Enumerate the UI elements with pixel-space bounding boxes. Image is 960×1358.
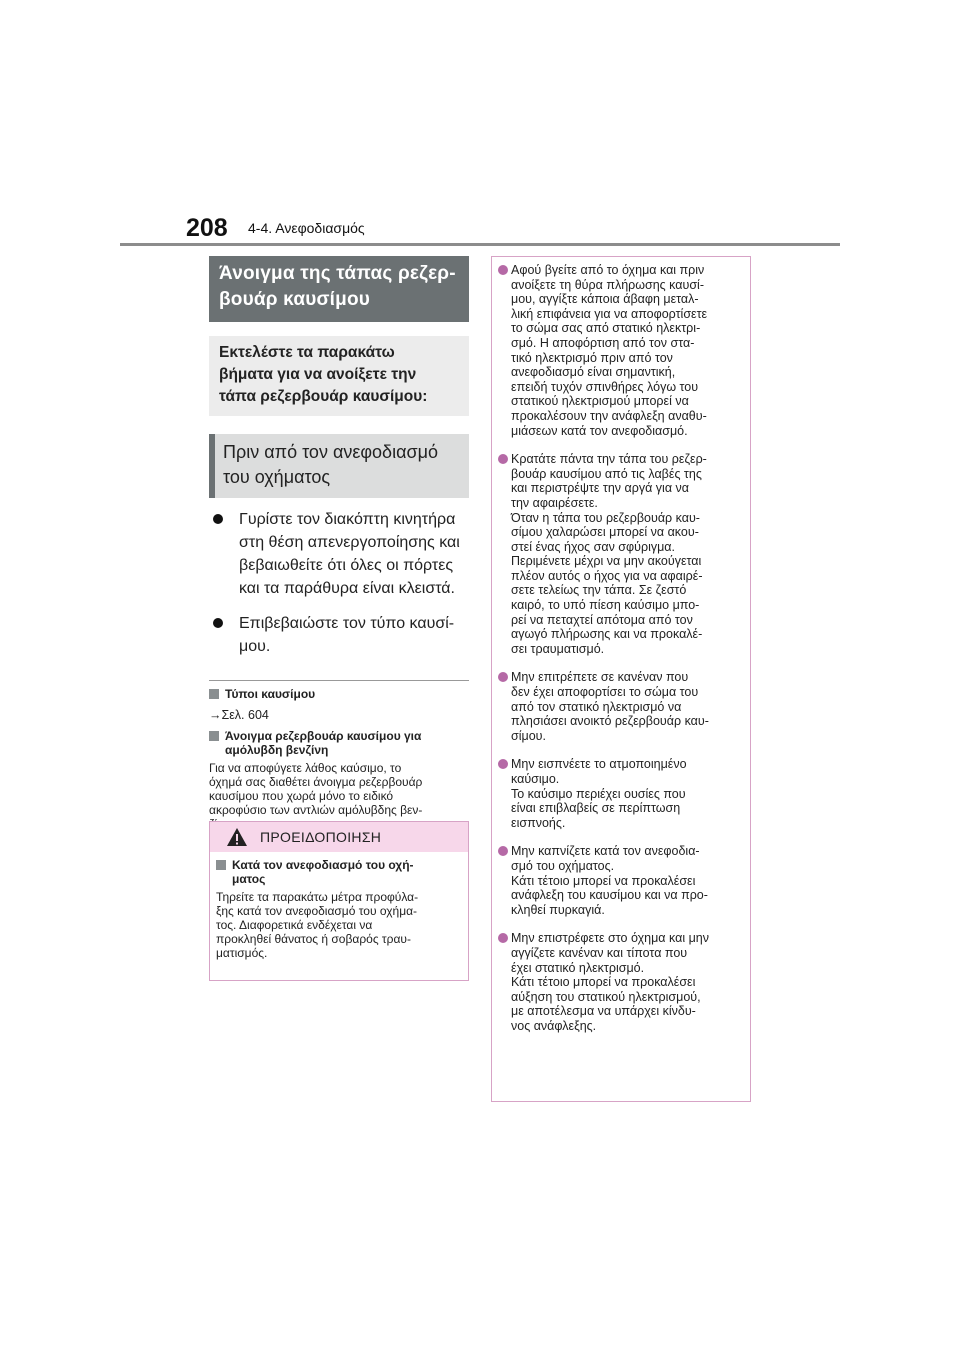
bullet-icon (498, 846, 508, 856)
warning-item-line: μιάσεων κατά τον ανεφοδιασμό. (511, 423, 688, 438)
info-text-line: Για να αποφύγετε λάθος καύσιμο, το (209, 761, 402, 775)
section-title: 4-4. Ανεφοδιασμός (248, 220, 365, 236)
info-text-line: καυσίμου που χωρά μόνο το ειδικό (209, 789, 394, 803)
warning-item-line: ανεφοδιασμό είναι σημαντική, (511, 365, 676, 380)
step-line: στη θέση απενεργοποίησης και (239, 534, 460, 551)
warning-item-line: Κάτι τέτοιο μπορεί να προκαλέσει (511, 975, 696, 990)
warning-item-line: σίμου χαλαρώσει μπορεί να ακου- (511, 525, 699, 540)
warning-item (498, 263, 744, 438)
warning-item-line: από τον στατικό ηλεκτρισμό να (511, 699, 682, 714)
intro-line: τάπα ρεζερβουάρ καυσίμου: (219, 388, 428, 405)
warning-item (498, 844, 744, 917)
step-item (209, 508, 469, 600)
warning-item (498, 670, 744, 743)
warning-item-line: σετε τελείως την τάπα. Σε ζεστό (511, 583, 687, 598)
warning-item-line: αγγίζετε κανέναν και τίποτα που (511, 945, 688, 960)
warning-item-line: Μην εισπνέετε το ατμοποιημένο (511, 757, 687, 772)
info-text-line: όχημά σας διαθέτει άνοιγμα ρεζερβουάρ (209, 775, 423, 789)
warning-text-line: ματισμός. (216, 946, 268, 960)
warning-item-line: σει τραυματισμό. (511, 641, 605, 656)
warning-heading-line: ματος (232, 872, 266, 886)
warning-item-line: Μην επιστρέφετε στο όχημα και μην (511, 931, 709, 946)
warning-item-line: κληθεί πυρκαγιά. (511, 902, 605, 917)
warning-triangle-icon (226, 827, 248, 847)
bullet-icon (498, 265, 508, 275)
intro-text (209, 336, 469, 416)
info-block-fuel-types (209, 687, 469, 723)
warning-item (498, 757, 744, 830)
warning-item-line: ρεί να πεταχτεί απότομα από τον (511, 612, 693, 627)
warning-item-line: Μην καπνίζετε κατά τον ανεφοδια- (511, 844, 700, 859)
page-reference-link[interactable]: →Σελ. 604 (209, 708, 269, 722)
warning-item-line: αύξηση του στατικού ηλεκτρισμού, (511, 989, 701, 1004)
bullet-icon (498, 933, 508, 943)
step-item (209, 612, 469, 658)
warning-heading (216, 858, 462, 886)
warning-item-line: με αποτέλεσμα να υπάρχει κίνδυ- (511, 1004, 696, 1019)
bullet-icon (498, 759, 508, 769)
info-heading-line: Τύποι καυσίμου (225, 687, 316, 701)
info-block-unleaded (209, 729, 469, 831)
warning-item-line: και περιστρέψτε την αργά για να (511, 481, 689, 496)
warning-item-line: έχει στατικό ηλεκτρισμό. (511, 960, 645, 975)
warning-body (210, 852, 468, 960)
warning-list (492, 257, 750, 1034)
square-bullet-icon (209, 731, 219, 741)
page-number: 208 (186, 214, 228, 242)
info-text-line: ακροφύσιο των αντλιών αμόλυβδης βεν- (209, 803, 423, 817)
warning-item-line: ανοίξετε τη θύρα πλήρωσης καυσί- (511, 277, 704, 292)
warning-item-line: αγωγό πλήρωσης και να προκαλέ- (511, 627, 703, 642)
divider (209, 680, 469, 681)
warning-item-line: τικό ηλεκτρισμό πριν από τον (511, 350, 673, 365)
bullet-icon (213, 514, 223, 524)
info-heading (209, 687, 469, 701)
subheading-line: Πριν από τον ανεφοδιασμό (223, 442, 438, 462)
warning-text (216, 890, 462, 960)
warning-header (210, 822, 468, 852)
bullet-icon (498, 672, 508, 682)
warning-item-line: καιρό, το υπό πίεση καύσιμο μπο- (511, 598, 700, 613)
warning-item-line: την αφαιρέσετε. (511, 495, 598, 510)
intro-line: Εκτελέστε τα παρακάτω (219, 344, 395, 361)
warning-item-line: εισπνοής. (511, 815, 566, 830)
warning-item-line: Όταν η τάπα του ρεζερβουάρ καυ- (511, 510, 700, 525)
warning-item-line: Αφού βγείτε από το όχημα και πριν (511, 263, 705, 277)
step-line: Γυρίστε τον διακόπτη κινητήρα (239, 511, 456, 528)
warning-item-line: μου, αγγίξτε κάποια άβαφη μεταλ- (511, 292, 699, 307)
step-line: βεβαιωθείτε ότι όλες οι πόρτες (239, 557, 454, 574)
warning-item-line: σίμου. (511, 728, 546, 743)
warning-item-line: πλησιάσει ανοικτό ρεζερβουάρ καυ- (511, 714, 709, 729)
warning-text-line: προκληθεί θάνατος ή σοβαρός τραυ- (216, 932, 411, 946)
warning-item-line: σμό. Η αποφόρτιση από τον στα- (511, 335, 695, 350)
step-line: μου. (239, 638, 271, 655)
square-bullet-icon (216, 860, 226, 870)
warning-item (498, 931, 744, 1033)
topic-title-line: Άνοιγμα της τάπας ρεζερ- (219, 263, 456, 284)
topic-title (209, 256, 469, 322)
warning-heading-line: Κατά τον ανεφοδιασμό του οχή- (232, 858, 414, 872)
square-bullet-icon (209, 689, 219, 699)
warning-title: ΠΡΟΕΙΔΟΠΟΙΗΣΗ (260, 829, 382, 845)
topic-title-line: βουάρ καυσίμου (219, 289, 371, 310)
warning-item-line: σμό του οχήματος. (511, 858, 615, 873)
bullet-icon (213, 618, 223, 628)
warning-item-line: Μην επιτρέπετε σε κανέναν που (511, 670, 689, 685)
step-line: Επιβεβαιώστε τον τύπο καυσί- (239, 615, 455, 632)
steps-list (209, 508, 469, 658)
warning-box (209, 821, 469, 981)
warning-item-line: Κάτι τέτοιο μπορεί να προκαλέσει (511, 873, 696, 888)
left-column (209, 256, 469, 831)
warning-text-line: ξης κατά τον ανεφοδιασμό του οχήμα- (216, 904, 418, 918)
warning-item-line: στεί ένας ήχος σαν σφύριγμα. (511, 539, 676, 554)
intro-line: βήματα για να ανοίξετε την (219, 366, 417, 383)
warning-item-line: επειδή τυχόν σπινθήρες λόγω του (511, 379, 699, 394)
warning-item-line: πλέον αυτός ο ήχος για να αφαιρέ- (511, 568, 703, 583)
warning-item-line: λική επιφάνεια για να αποφορτίσετε (511, 306, 708, 321)
warning-item-line: δεν έχει αποφορτίσει το σώμα του (511, 685, 699, 700)
warning-item-line: Κρατάτε πάντα την τάπα του ρεζερ- (511, 452, 707, 467)
warning-text-line: τος. Διαφορετικά ενδέχεται να (216, 918, 373, 932)
warning-item-line: το σώμα σας από στατικό ηλεκτρι- (511, 321, 701, 336)
info-heading (209, 729, 469, 757)
warning-item-line: είναι επιβλαβείς σε περίπτωση (511, 801, 681, 816)
subheading-line: του οχήματος (223, 467, 331, 487)
step-line: και τα παράθυρα είναι κλειστά. (239, 580, 455, 597)
warning-item (498, 452, 744, 656)
warning-item-line: προκαλέσουν την ανάφλεξη αναθυ- (511, 408, 707, 423)
info-heading-line: αμόλυβδη βενζίνη (225, 743, 329, 757)
bullet-icon (498, 454, 508, 464)
warning-item-line: καύσιμο. (511, 772, 560, 786)
header-rule (120, 243, 840, 246)
subheading (209, 434, 469, 498)
info-heading-line: Άνοιγμα ρεζερβουάρ καυσίμου για (225, 729, 422, 743)
warning-item-line: Περιμένετε μέχρι να μην ακούγεται (511, 554, 702, 569)
warning-item-line: ανάφλεξη του καυσίμου και να προ- (511, 888, 708, 903)
warning-item-line: βουάρ καυσίμου από τις λαβές της (511, 466, 702, 481)
warning-item-line: νος ανάφλεξης. (511, 1018, 597, 1033)
warning-text-line: Τηρείτε τα παρακάτω μέτρα προφύλα- (216, 890, 419, 904)
warning-continuation-box (491, 256, 751, 1102)
warning-item-line: στατικού ηλεκτρισμού μπορεί να (511, 394, 689, 409)
warning-item-line: Το καύσιμο περιέχει ουσίες που (511, 786, 686, 801)
